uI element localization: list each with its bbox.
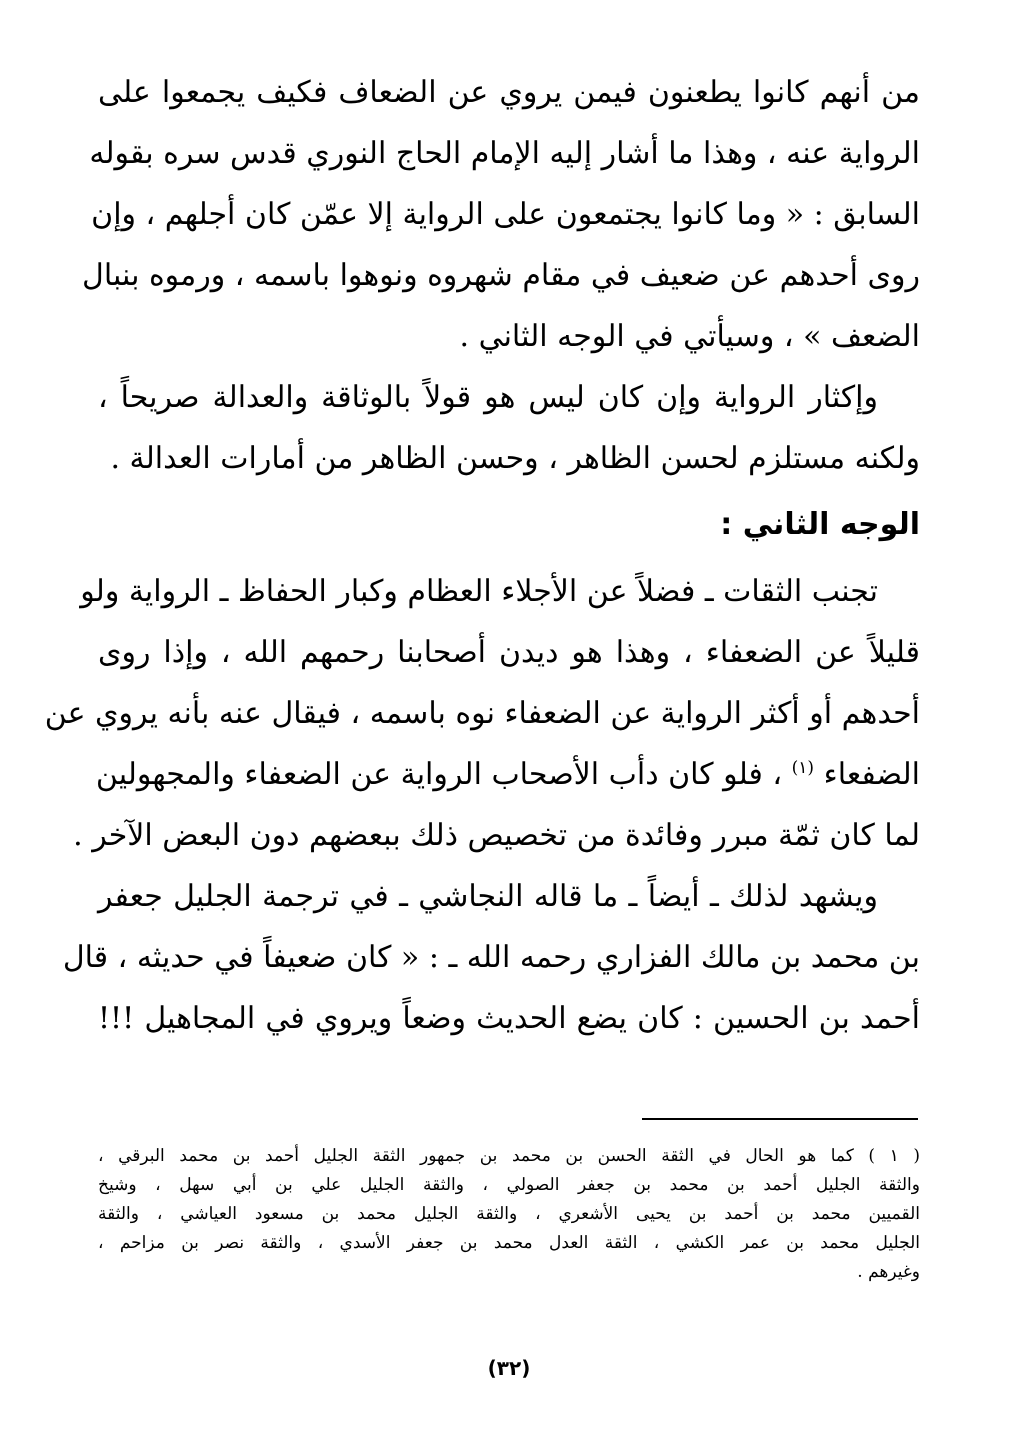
- footnote-line: ( ١ ) كما هو الحال في الثقة الحسن بن محمد بن جمهور الثقة الجليل أحمد بن محمد البرقي ،: [98, 1146, 920, 1166]
- paragraph-2-line: وإكثار الرواية وإن كان ليس هو قولاً بالوثاقة والعدالة صريحاً ،: [98, 380, 878, 415]
- footnotes: [98, 1142, 920, 1287]
- paragraph-1-line: السابق : « وما كانوا يجتمعون على الرواية إلا عمّن كان أجلهم ، وإن: [91, 197, 920, 232]
- footnote-marker[interactable]: (١): [791, 758, 815, 778]
- paragraph-1: [82, 62, 920, 367]
- paragraph-3-line: تجنب الثقات ـ فضلاً عن الأجلاء العظام وكبار الحفاظ ـ الرواية ولو: [80, 574, 878, 609]
- paragraph-2-line: ولكنه مستلزم لحسن الظاهر ، وحسن الظاهر من أمارات العدالة .: [110, 441, 920, 476]
- paragraph-3-line: أحدهم أو أكثر الرواية عن الضعفاء نوه باسمه ، فيقال عنه بأنه يروي عن: [44, 696, 920, 731]
- paragraph-4-line: ويشهد لذلك ـ أيضاً ـ ما قاله النجاشي ـ في ترجمة الجليل جعفر: [98, 879, 878, 914]
- footnote-line: وغيرهم .: [857, 1262, 920, 1282]
- paragraph-2: [98, 367, 920, 489]
- paragraph-3-line: قليلاً عن الضعفاء ، وهذا هو ديدن أصحابنا رحمهم الله ، وإذا روى: [98, 635, 920, 670]
- paragraph-3-line: [95, 744, 920, 805]
- paragraph-4: [62, 866, 920, 1049]
- paragraph-3: [44, 561, 920, 866]
- paragraph-1-line: من أنهم كانوا يطعنون فيمن يروي عن الضعاف فكيف يجمعوا على: [98, 75, 920, 110]
- paragraph-3-line-start: الضفعاء: [823, 757, 920, 792]
- footnote-line: والثقة الجليل أحمد بن محمد بن جعفر الصولي ، والثقة الجليل علي بن أبي سهل ، وشيخ: [98, 1175, 920, 1195]
- paragraph-1-line: الرواية عنه ، وهذا ما أشار إليه الإمام الحاج النوري قدس سره بقوله: [89, 136, 920, 171]
- paragraph-3-line-end: ، فلو كان دأب الأصحاب الرواية عن الضعفاء والمجهولين: [95, 757, 792, 792]
- paragraph-1-line: الضعف » ، وسيأتي في الوجه الثاني .: [459, 319, 920, 354]
- paragraph-4-line: بن محمد بن مالك الفزاري رحمه الله ـ : « كان ضعيفاً في حديثه ، قال: [62, 940, 920, 975]
- page-body: [44, 62, 920, 1049]
- footnote-divider: [642, 1118, 918, 1120]
- footnote-line: الجليل محمد بن عمر الكشي ، الثقة العدل محمد بن جعفر الأسدي ، والثقة نصر بن مزاحم ،: [98, 1233, 920, 1253]
- paragraph-1-line: روى أحدهم عن ضعيف في مقام شهروه ونوهوا باسمه ، ورموه بنبال: [82, 258, 920, 293]
- paragraph-3-line: لما كان ثمّة مبرر وفائدة من تخصيص ذلك ببعضهم دون البعض الآخر .: [73, 818, 920, 853]
- paragraph-4-line: أحمد بن الحسين : كان يضع الحديث وضعاً ويروي في المجاهيل !!!: [98, 1001, 920, 1036]
- section-heading: الوجه الثاني :: [720, 507, 920, 542]
- page-number: (٣٢): [487, 1356, 531, 1380]
- footnote-line: القميين محمد بن أحمد بن يحيى الأشعري ، والثقة الجليل محمد بن مسعود العياشي ، والثقة: [98, 1204, 920, 1224]
